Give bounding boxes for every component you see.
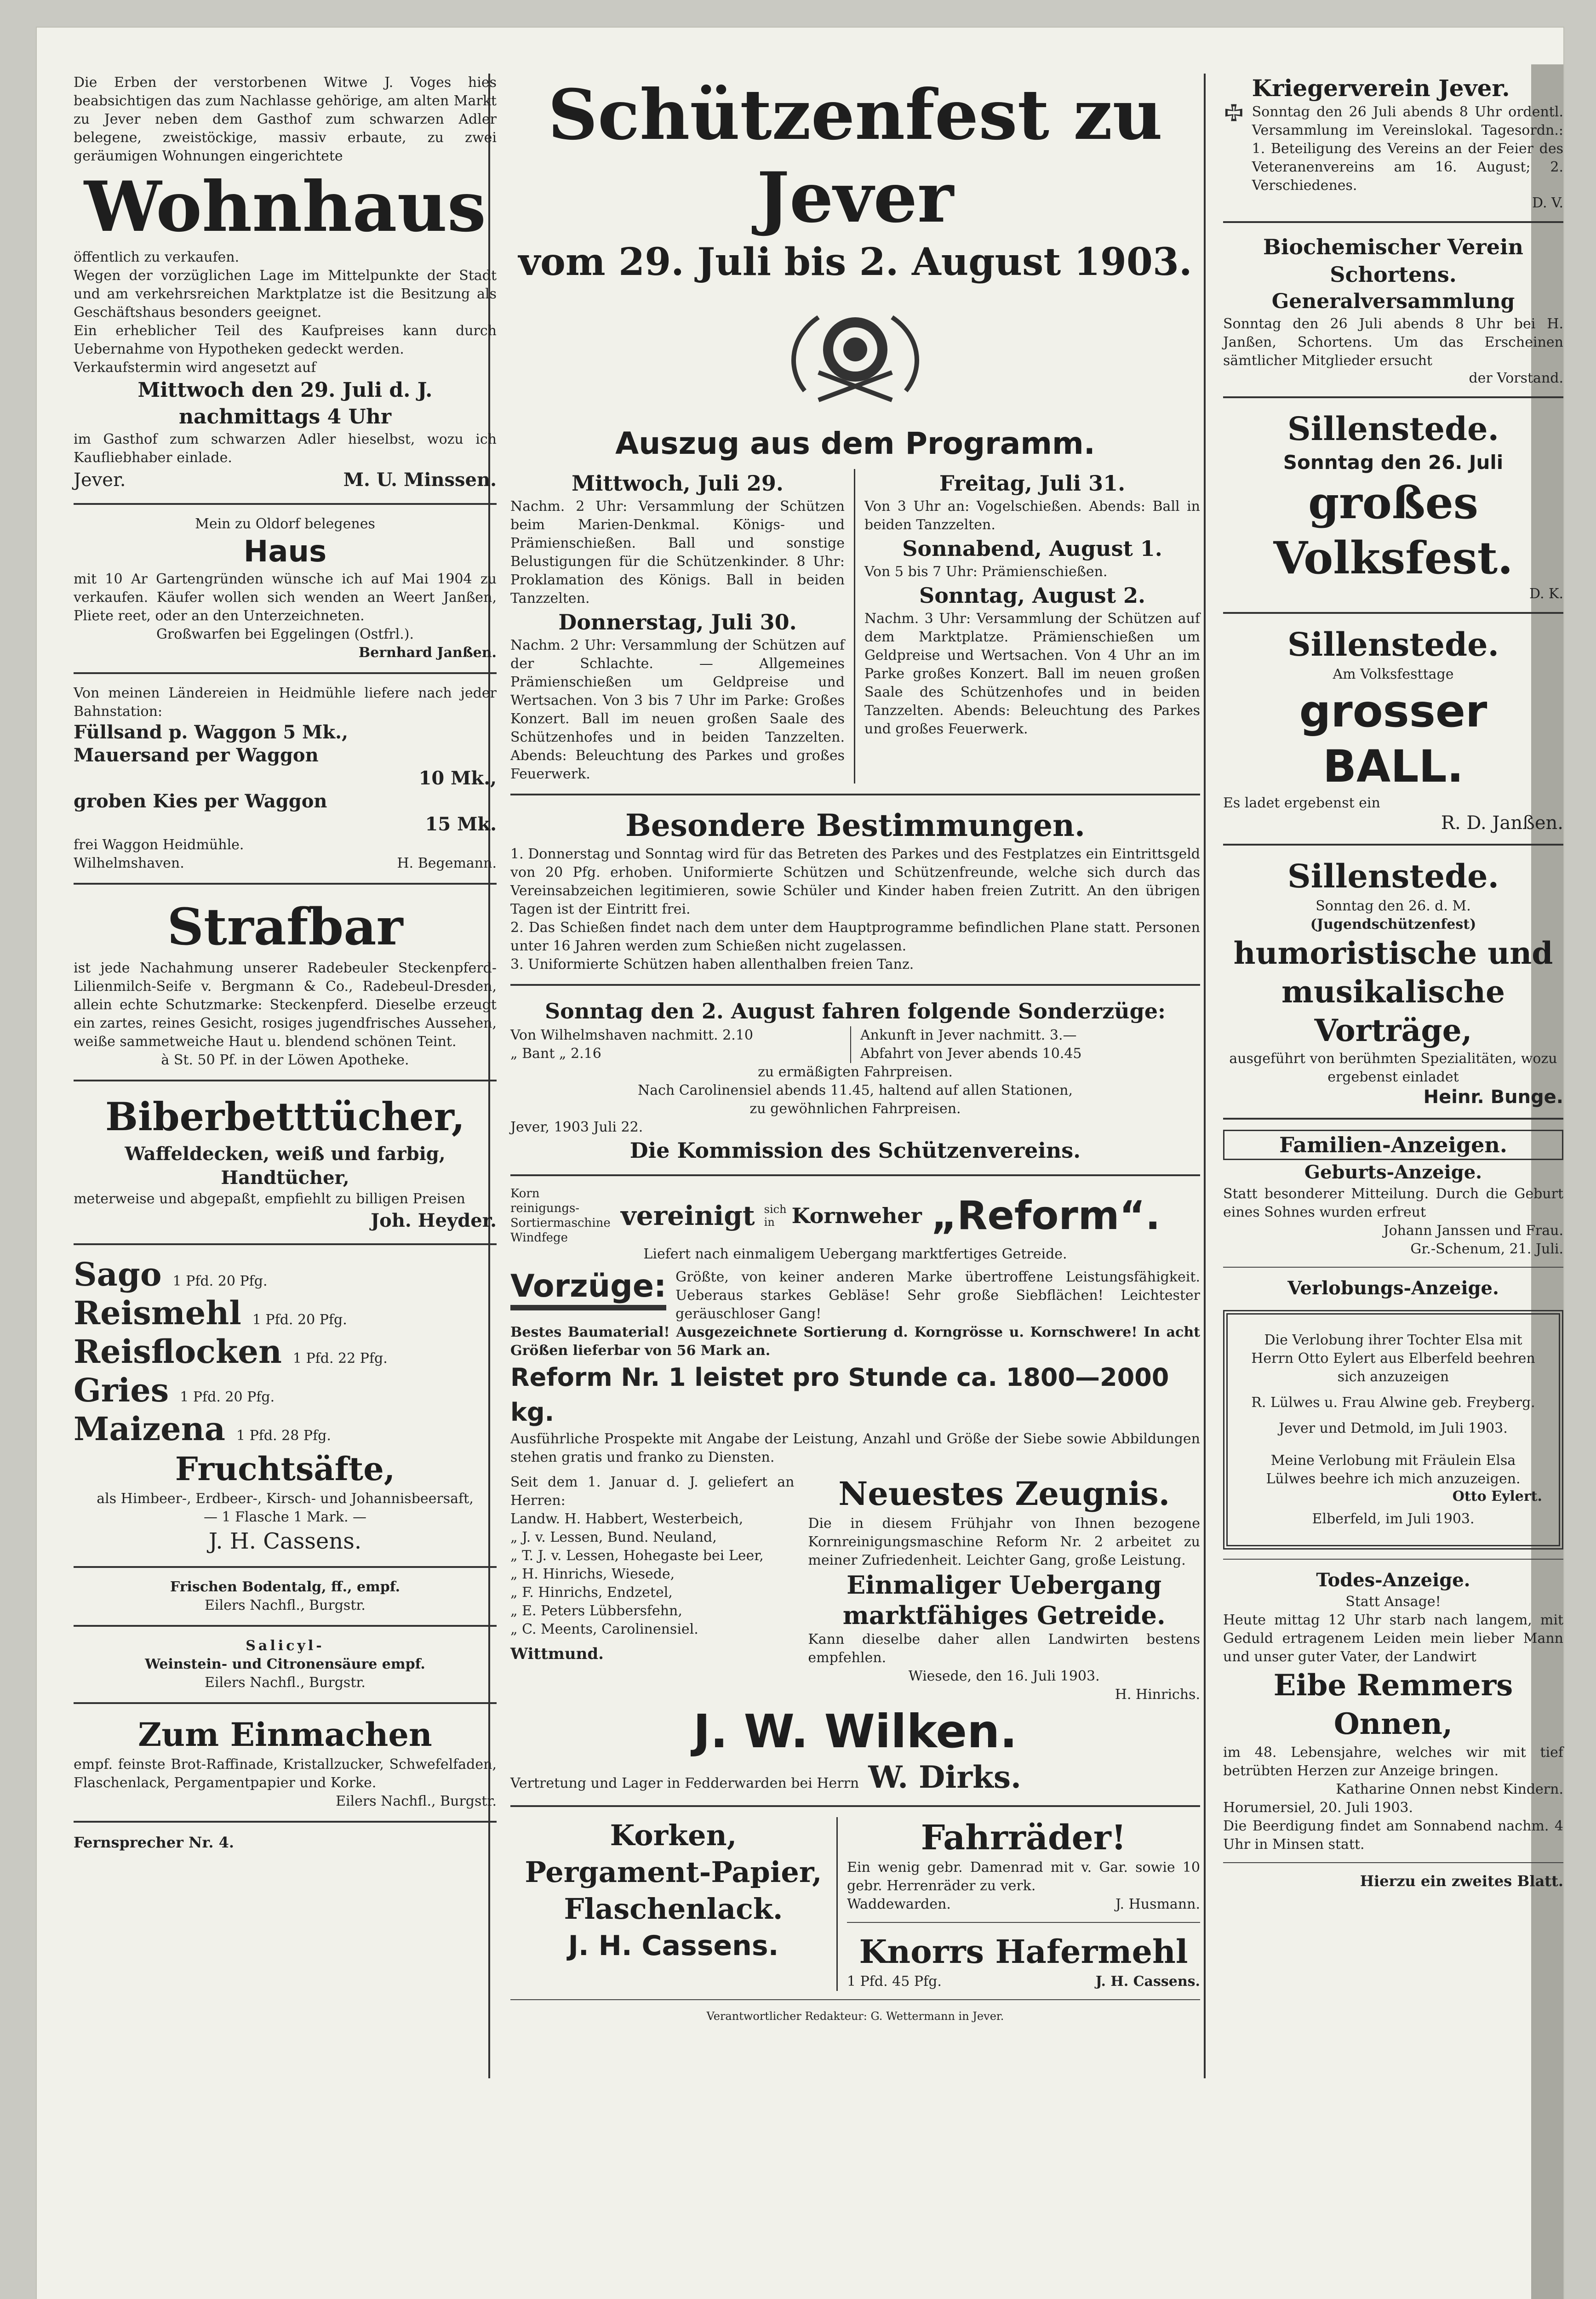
familien-anzeigen-header: Familien-Anzeigen.: [1223, 1130, 1563, 1160]
reform-text-1: Bestes Baumaterial! Ausgezeichnete Sortierung d. Korngrösse u. Kornschwere! In acht Größen lieferbar von 56 Mark an.: [510, 1324, 1200, 1359]
einmachen-signature: Eilers Nachfl., Burgstr.: [336, 1793, 497, 1809]
wohnhaus-place: Jever.: [74, 469, 126, 491]
haus-signature: Bernhard Janßen.: [358, 645, 497, 661]
iron-cross-icon: [1223, 74, 1245, 152]
lieferung-item: „ H. Hinrichs, Wiesede,: [510, 1566, 675, 1582]
zweites-blatt: Hierzu ein zweites Blatt.: [1360, 1872, 1563, 1890]
product-name: Reismehl: [74, 1294, 241, 1332]
product-price: 1 Pfd. 22 Pfg.: [292, 1350, 388, 1367]
haus-intro: Mein zu Oldorf belegenes: [195, 516, 375, 532]
geliefert-intro: Seit dem 1. Januar d. J. geliefert an Herren:: [510, 1474, 795, 1509]
sonderzug-line-2: „ Bant „ 2.16: [510, 1046, 601, 1062]
sand-item-3: groben Kies per Waggon: [74, 790, 327, 812]
product-price: 1 Pfd. 20 Pfg.: [172, 1273, 268, 1289]
salicyl-line-2: Weinstein- und Citronensäure empf.: [145, 1656, 425, 1672]
verlobung-text-6: Elberfeld, im Juli 1903.: [1312, 1511, 1475, 1527]
zeugnis-title: Neuestes Zeugnis.: [838, 1475, 1170, 1513]
product-name: Reisflocken: [74, 1333, 282, 1371]
bestimmungen-title: Besondere Bestimmungen.: [625, 807, 1086, 843]
sillenstede-1-date: Sonntag den 26. Juli: [1283, 451, 1504, 474]
programm-day-title: Mittwoch, Juli 29.: [572, 471, 784, 496]
haus-title: Haus: [243, 535, 327, 569]
sonderzug-note-2: Nach Carolinensiel abends 11.45, haltend auf allen Stationen,: [637, 1082, 1073, 1098]
knorr-price: 1 Pfd. 45 Pfg.: [847, 1973, 942, 1990]
lieferung-item: „ C. Meents, Carolinensiel.: [510, 1621, 698, 1637]
product-price: 1 Pfd. 20 Pfg.: [252, 1312, 347, 1328]
biber-title: Biberbetttücher,: [105, 1094, 465, 1139]
korken-line-3: Flaschenlack.: [564, 1892, 783, 1926]
fahrraeder-signature: J. Husmann.: [1115, 1896, 1200, 1912]
programm-heading: Auszug aus dem Programm.: [615, 426, 1095, 461]
wohnhaus-title: Wohnhaus: [84, 166, 486, 247]
strafbar-title: Strafbar: [167, 897, 403, 956]
reform-machine-types: Korn reinigungs- Sortiermaschine Windfege: [510, 1187, 611, 1245]
target-emblem: [510, 299, 1200, 409]
todes-text-1: Statt Ansage!: [1345, 1594, 1441, 1610]
sillenstede-2-text: Es ladet ergebenst ein: [1223, 795, 1380, 811]
verlobung-frame: [1223, 1310, 1563, 1550]
sillenstede-3-line-1: humoristische und: [1233, 935, 1553, 971]
redakteur: Verantwortlicher Redakteur: G. Wettermann in Jever.: [706, 2010, 1004, 2023]
fahrraeder-text: Ein wenig gebr. Damenrad mit v. Gar. sowie 10 gebr. Herrenräder zu verk.: [847, 1859, 1200, 1894]
fruchtsaft-signature: J. H. Cassens.: [208, 1528, 362, 1554]
vorzuege-text: Größte, von keiner anderen Marke übertroffene Leistungsfähigkeit. Ueberaus starkes Gebläse! Sehr große Siebflächen! Leichtester geräuschloser Gang!: [675, 1269, 1200, 1322]
lieferung-item: „ E. Peters Lübbersfehn,: [510, 1603, 682, 1619]
product-row: [74, 1333, 497, 1371]
programm-day-text: Nachm. 3 Uhr: Versammlung der Schützen auf dem Marktplatze. Prämienschießen um Geldpreise und Wertsachen. Von 4 Uhr an im Parke großes Konzert. Ball im neuen großen Saale des Schützenhofes und in beiden Tanzzelten. Abends: Beleuchtung des Parkes und großes Feuerwerk.: [864, 611, 1200, 737]
zeugnis-place: Wiesede, den 16. Juli 1903.: [908, 1668, 1100, 1684]
programm-right: [855, 469, 1200, 783]
haus-body: mit 10 Ar Gartengründen wünsche ich auf Mai 1904 zu verkaufen. Käufer wollen sich wenden an Weert Janßen, Pliete reet, oder an den Unterzeichneten.: [74, 571, 497, 624]
wohnhaus-body-2: Wegen der vorzüglichen Lage im Mittelpunkte der Stadt und am verkehrsreichen Marktplatze ist die Besitzung als Geschäftshaus besonders geeignet.: [74, 268, 497, 320]
product-price: 1 Pfd. 20 Pfg.: [180, 1389, 275, 1405]
salicyl-line-1: Salicyl-: [246, 1638, 325, 1654]
sand-signature: H. Begemann.: [397, 855, 497, 871]
sonderzug-note-1: zu ermäßigten Fahrpreisen.: [758, 1064, 953, 1080]
programm-left: [510, 469, 855, 783]
target-wreath-icon: [777, 299, 933, 409]
verlobung-text-5: Otto Eylert.: [1452, 1488, 1542, 1504]
left-column: [74, 74, 497, 1852]
product-price: 1 Pfd. 28 Pfg.: [236, 1428, 331, 1444]
lieferung-item: Landw. H. Habbert, Westerbeich,: [510, 1511, 744, 1527]
fruchtsaft-title: Fruchtsäfte,: [175, 1450, 395, 1488]
biber-body-1: Waffeldecken, weiß und farbig,: [125, 1143, 446, 1165]
verlobung-text-1: Die Verlobung ihrer Tochter Elsa mit Herrn Otto Eylert aus Elberfeld beehren sich anzuzeigen: [1251, 1332, 1535, 1385]
reform-leistung: Reform Nr. 1 leistet pro Stunde ca. 1800—2000 kg.: [510, 1363, 1169, 1427]
product-row: [74, 1371, 497, 1410]
product-name: Sago: [74, 1255, 162, 1293]
verlobung-text-4: Meine Verlobung mit Fräulein Elsa Lülwes beehre ich mich anzuzeigen.: [1266, 1453, 1521, 1487]
sillenstede-2-title: Sillenstede.: [1287, 625, 1499, 663]
programm-day-title: Freitag, Juli 31.: [939, 471, 1126, 496]
programm-day-text: Nachm. 2 Uhr: Versammlung der Schützen auf der Schlachte. — Allgemeines Prämienschießen um Geldpreise und Wertsachen. Von 3 bis 7 Uhr im Parke: Großes Konzert. Ball im neuen großen Saale des Schützenhofes und in beiden Tanzzelten. Abends: Beleuchtung des Parkes und großes Feuerwerk.: [510, 637, 845, 782]
lieferung-item: „ F. Hinrichs, Endzetel,: [510, 1584, 673, 1601]
reform-text-2: Ausführliche Prospekte mit Angabe der Leistung, Anzahl und Größe der Siebe sowie Abbildungen stehen gratis und franko zu Diensten.: [510, 1431, 1200, 1465]
fahrraeder-place: Waddewarden.: [847, 1896, 951, 1912]
krieger-title: Kriegerverein Jever.: [1252, 74, 1510, 102]
programm-day-text: Von 3 Uhr an: Vogelschießen. Abends: Ball in beiden Tanzzelten.: [864, 498, 1200, 533]
geburt-title: Geburts-Anzeige.: [1304, 1161, 1482, 1183]
krieger-text: Sonntag den 26 Juli abends 8 Uhr ordentl. Versammlung im Vereinslokal. Tagesordn.: 1. Beteiligung des Vereins an der Feier des Veteranenvereins am 16. August; 2. Verschiedenes.: [1252, 104, 1563, 194]
todes-text-6: Die Beerdigung findet am Sonnabend nachm. 4 Uhr in Minsen statt.: [1223, 1818, 1563, 1853]
zeugnis-text-2: Kann dieselbe daher allen Landwirten bestens empfehlen.: [808, 1631, 1200, 1666]
sillenstede-3-title: Sillenstede.: [1287, 857, 1499, 895]
product-row: [74, 1410, 497, 1448]
todes-text-5: Horumersiel, 20. Juli 1903.: [1223, 1800, 1413, 1816]
sonderzug-note-3: zu gewöhnlichen Fahrpreisen.: [749, 1101, 961, 1117]
krieger-signature: D. V.: [1532, 195, 1563, 211]
salicyl-line-3: Eilers Nachfl., Burgstr.: [205, 1675, 366, 1691]
wohnhaus-body-4: Verkaufstermin wird angesetzt auf: [74, 360, 316, 376]
sonderzug-line-1: Von Wilhelmshaven nachmitt. 2.10: [510, 1027, 753, 1043]
sillenstede-2-signature: R. D. Janßen.: [1441, 812, 1563, 834]
sand-item-3-price: 15 Mk.: [425, 813, 497, 835]
center-column: [497, 74, 1214, 2024]
einmachen-body: empf. feinste Brot-Raffinade, Kristallzucker, Schwefelfaden, Flaschenlack, Pergamentpapier und Korke.: [74, 1756, 497, 1791]
wohnhaus-signature: M. U. Minssen.: [343, 469, 497, 491]
sonderzug-place: Jever, 1903 Juli 22.: [510, 1119, 643, 1135]
sillenstede-3-line-2: musikalische Vorträge,: [1281, 974, 1505, 1048]
korken-line-1: Korken,: [610, 1819, 737, 1852]
strafbar-price: à St. 50 Pf. in der Löwen Apotheke.: [161, 1052, 409, 1068]
wohnhaus-body-3: Ein erheblicher Teil des Kaufpreises kann durch Uebernahme von Hypotheken gedeckt werden.: [74, 323, 497, 357]
kommission-signature: Die Kommission des Schützenvereins.: [629, 1138, 1081, 1163]
right-column: [1214, 74, 1563, 1891]
programm-day-text: Von 5 bis 7 Uhr: Prämienschießen.: [864, 564, 1108, 580]
knorr-title: Knorrs Hafermehl: [859, 1933, 1188, 1971]
verlobung-text-3: Jever und Detmold, im Juli 1903.: [1279, 1420, 1508, 1436]
product-name: Gries: [74, 1371, 169, 1409]
dirks-name: W. Dirks.: [868, 1759, 1021, 1795]
biochem-text: Sonntag den 26 Juli abends 8 Uhr bei H. Janßen, Schortens. Um das Erscheinen sämtlicher Mitglieder ersucht: [1223, 316, 1563, 369]
einmachen-title: Zum Einmachen: [138, 1716, 432, 1754]
geburt-signature-1: Johann Janssen und Frau.: [1383, 1223, 1563, 1239]
korken-signature: J. H. Cassens.: [568, 1930, 779, 1962]
bestimmung-1: 1. Donnerstag und Sonntag wird für das Betreten des Parkes und des Festplatzes ein Eintrittsgeld von 20 Pfg. erhoben. Uniformierte Schützen und Schützenfreunde, welche sich durch das Vereinsabzeichen legitimieren, sowie Schüler und Kinder haben freien Zutritt. An den übrigen Tagen ist der Eintritt frei.: [510, 846, 1200, 917]
biochem-signature: der Vorstand.: [1469, 370, 1563, 386]
reform-sich-in: sich in: [764, 1203, 787, 1229]
todes-text-2: Heute mittag 12 Uhr starb nach langem, mit Geduld ertragenem Leiden mein lieber Mann und unser guter Vater, der Landwirt: [1223, 1612, 1563, 1665]
reform-subtitle: Liefert nach einmaligem Uebergang marktfertiges Getreide.: [643, 1246, 1067, 1262]
sonderzug-line-3: Ankunft in Jever nachmitt. 3.—: [860, 1027, 1077, 1043]
sand-item-1: Füllsand p. Waggon 5 Mk.,: [74, 721, 348, 743]
wilken-name: J. W. Wilken.: [693, 1704, 1018, 1758]
programm-day-title: Sonntag, August 2.: [919, 583, 1145, 608]
lieferungen-list: [510, 1510, 794, 1639]
product-row: [74, 1255, 497, 1294]
sillenstede-3-signature: Heinr. Bunge.: [1423, 1087, 1563, 1108]
sillenstede-2-ball: grosser BALL.: [1299, 686, 1487, 792]
verlobung-title: Verlobungs-Anzeige.: [1287, 1277, 1499, 1299]
product-row: [74, 1294, 497, 1333]
product-price-list: [74, 1255, 497, 1448]
bodentalg-line-1: Frischen Bodentalg, ff., empf.: [170, 1579, 400, 1595]
lieferung-item: „ T. J. v. Lessen, Hohegaste bei Leer,: [510, 1548, 764, 1564]
sand-intro: Von meinen Ländereien in Heidmühle liefere nach jeder Bahnstation:: [74, 685, 497, 720]
sillenstede-3-subtitle: (Jugendschützenfest): [1310, 916, 1476, 932]
reform-vereinigt: vereinigt: [621, 1200, 755, 1231]
biber-body-3: meterweise und abgepaßt, empfiehlt zu billigen Preisen: [74, 1191, 465, 1207]
sillenstede-1-volksfest: großes Volksfest.: [1273, 477, 1513, 584]
fernsprecher: Fernsprecher Nr. 4.: [74, 1834, 235, 1851]
todes-title: Todes-Anzeige.: [1316, 1569, 1470, 1591]
biber-signature: Joh. Heyder.: [371, 1210, 497, 1231]
programm-day-title: Donnerstag, Juli 30.: [558, 610, 797, 635]
sillenstede-3-text: ausgeführt von berühmten Spezialitäten, wozu ergebenst einladet: [1229, 1051, 1557, 1085]
zeugnis-signature: H. Hinrichs.: [1115, 1687, 1200, 1703]
sand-place: Wilhelmshaven.: [74, 855, 184, 871]
sonderzuege-title: Sonntag den 2. August fahren folgende Sonderzüge:: [544, 999, 1166, 1024]
reform-name: „Reform“.: [931, 1193, 1161, 1239]
knorr-signature: J. H. Cassens.: [1095, 1973, 1200, 1990]
strafbar-body: ist jede Nachahmung unserer Radebeuler Steckenpferd-Lilienmilch-Seife v. Bergmann & Co., Radebeul-Dresden, allein echte Schutzmarke: Steckenpferd. Dieselbe erzeugt ein zartes, reines Gesicht, rosiges jugendfrisches Aussehen, weiße sammetweiche Haut u. blendend schönen Teint.: [74, 960, 497, 1050]
geburt-text: Statt besonderer Mitteilung. Durch die Geburt eines Sohnes wurden erfreut: [1223, 1186, 1563, 1220]
geburt-signature-2: Gr.-Schenum, 21. Juli.: [1410, 1241, 1563, 1257]
fruchtsaft-price: — 1 Flasche 1 Mark. —: [203, 1509, 367, 1525]
korken-line-2: Pergament-Papier,: [525, 1855, 822, 1889]
schuetzenfest-title: Schützenfest zu Jever: [548, 74, 1163, 238]
sonderzug-line-4: Abfahrt von Jever abends 10.45: [860, 1046, 1082, 1062]
wohnhaus-body-1: öffentlich zu verkaufen.: [74, 249, 240, 265]
vorzuege-label: Vorzüge:: [510, 1268, 666, 1310]
reform-kornweher: Kornweher: [791, 1203, 922, 1228]
product-name: Maizena: [74, 1410, 225, 1448]
wittmund: Wittmund.: [510, 1645, 604, 1663]
sillenstede-1-title: Sillenstede.: [1287, 410, 1499, 448]
biber-body-2: Handtücher,: [221, 1167, 349, 1189]
bestimmung-2: 2. Das Schießen findet nach dem unter dem Hauptprogramme befindlichen Plane statt. Personen unter 16 Jahren werden zum Schießen nicht zugelassen.: [510, 920, 1200, 954]
sillenstede-1-signature: D. K.: [1529, 586, 1563, 602]
todes-name: Eibe Remmers Onnen,: [1273, 1668, 1513, 1741]
sand-item-4: frei Waggon Heidmühle.: [74, 837, 244, 853]
biochem-title: Biochemischer Verein Schortens.: [1263, 234, 1523, 287]
sand-item-2: Mauersand per Waggon: [74, 744, 319, 766]
schuetzenfest-dates: vom 29. Juli bis 2. August 1903.: [518, 240, 1192, 284]
todes-text-3: im 48. Lebensjahre, welches wir mit tief betrübten Herzen zur Anzeige bringen.: [1223, 1744, 1563, 1779]
verlobung-text-2: R. Lülwes u. Frau Alwine geb. Freyberg.: [1251, 1395, 1535, 1411]
todes-text-4: Katharine Onnen nebst Kindern.: [1336, 1781, 1563, 1797]
fruchtsaft-body: als Himbeer-, Erdbeer-, Kirsch- und Johannisbeersaft,: [97, 1491, 474, 1507]
lieferung-item: „ J. v. Lessen, Bund. Neuland,: [510, 1529, 717, 1545]
programm-day-text: Nachm. 2 Uhr: Versammlung der Schützen beim Marien-Denkmal. Königs- und Prämienschießen. Ball und sonstige Belustigungen für die Schützenkinder. 8 Uhr: Proklamation des Königs. Ball in beiden Tanzzelten.: [510, 498, 845, 606]
biochem-subtitle: Generalversammlung: [1271, 290, 1515, 313]
wohnhaus-time: nachmittags 4 Uhr: [178, 405, 392, 429]
sillenstede-2-subtitle: Am Volksfesttage: [1333, 666, 1454, 682]
zeugnis-text: Die in diesem Frühjahr von Ihnen bezogene Kornreinigungsmaschine Reform Nr. 2 arbeitet zu meiner Zufriedenheit. Leichter Gang, große Leistung.: [808, 1516, 1200, 1568]
wohnhaus-intro: Die Erben der verstorbenen Witwe J. Voges hies beabsichtigen das zum Nachlasse gehörige, am alten Markt zu Jever neben dem Gasthof zum schwarzen Adler belegene, zweistöckige, massiv erbaute, zu zwei geräumigen Wohnungen eingerichtete: [74, 74, 497, 164]
haus-place: Großwarfen bei Eggelingen (Ostfrl.).: [156, 626, 414, 642]
einmaliger-uebergang: Einmaliger Uebergang marktfähiges Getreide.: [842, 1570, 1166, 1630]
sillenstede-3-date: Sonntag den 26. d. M.: [1316, 898, 1471, 914]
programm-day-title: Sonnabend, August 1.: [902, 536, 1162, 561]
wohnhaus-date: Mittwoch den 29. Juli d. J.: [137, 378, 433, 402]
sand-item-2-price: 10 Mk.,: [418, 767, 497, 789]
bestimmung-3: 3. Uniformierte Schützen haben allenthalben freien Tanz.: [510, 956, 914, 972]
bodentalg-line-2: Eilers Nachfl., Burgstr.: [205, 1597, 366, 1613]
wohnhaus-body-5: im Gasthof zum schwarzen Adler hieselbst, wozu ich Kaufliebhaber einlade.: [74, 431, 497, 466]
fahrraeder-title: Fahrräder!: [921, 1818, 1127, 1858]
vertretung-text: Vertretung und Lager in Fedderwarden bei Herrn: [510, 1775, 859, 1791]
